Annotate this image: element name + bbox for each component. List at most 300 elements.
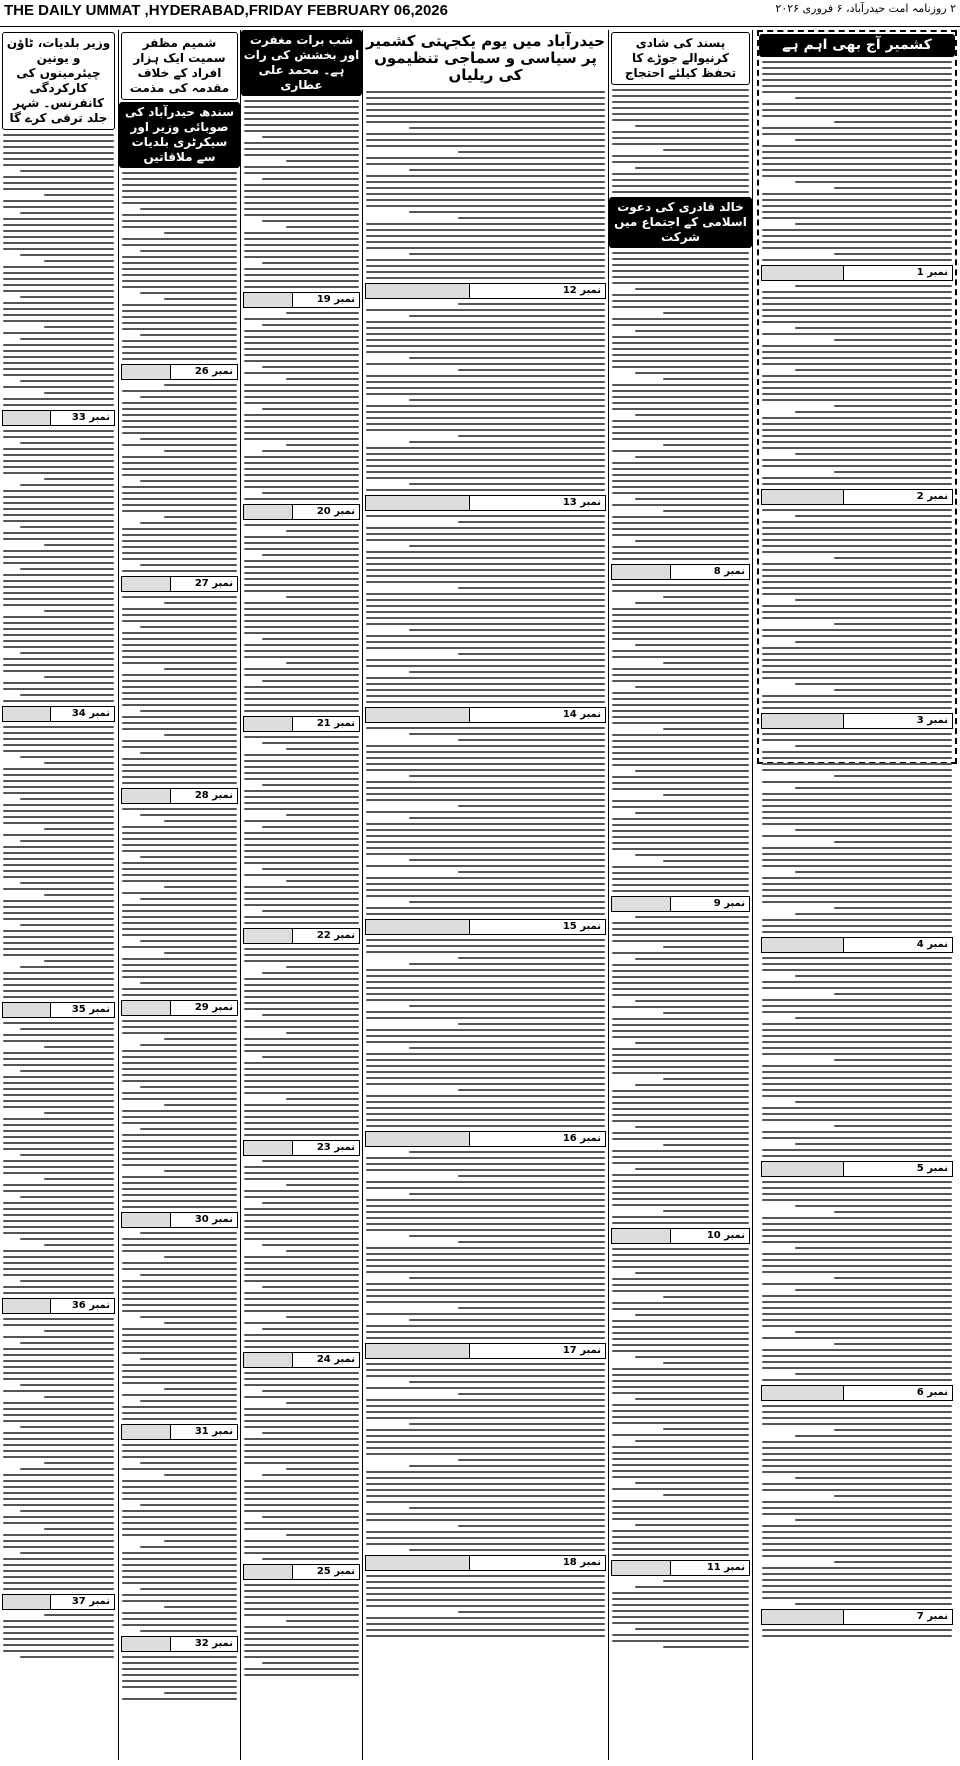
text-line (409, 441, 605, 443)
news-item-number-tag (611, 1560, 750, 1576)
text-line (366, 575, 605, 577)
text-line (3, 1366, 114, 1368)
text-line (286, 1250, 359, 1252)
text-line (3, 386, 114, 388)
text-line (762, 1585, 952, 1587)
text-line (762, 859, 952, 861)
text-line (762, 701, 952, 703)
text-line (44, 1528, 114, 1530)
text-line (122, 614, 237, 616)
text-line (762, 605, 952, 607)
text-line (244, 1602, 359, 1604)
news-item-number-tag (243, 1564, 360, 1580)
text-line (409, 859, 605, 861)
text-line (3, 562, 114, 564)
text-line (3, 942, 114, 944)
text-line (122, 328, 237, 330)
text-line (140, 1504, 237, 1506)
text-line (366, 277, 605, 279)
text-line (762, 145, 952, 147)
text-line (762, 593, 952, 595)
text-line (3, 930, 114, 932)
text-line (409, 817, 605, 819)
text-line (244, 808, 359, 810)
text-line (762, 757, 952, 759)
text-line (244, 862, 359, 864)
text-line (122, 758, 237, 760)
text-line (20, 442, 114, 444)
text-line (20, 756, 114, 758)
text-line (262, 324, 359, 326)
text-line (834, 339, 952, 341)
text-line (122, 1570, 237, 1572)
text-line (140, 1044, 237, 1046)
news-item-label (122, 789, 170, 803)
text-line (366, 1035, 605, 1037)
column-1 (752, 30, 960, 1760)
text-line (244, 960, 359, 962)
text-line (262, 366, 359, 368)
text-line (3, 146, 114, 148)
text-line (244, 402, 359, 404)
text-line (612, 830, 749, 832)
text-line (762, 805, 952, 807)
text-line (122, 782, 237, 784)
text-line (3, 664, 114, 666)
text-line (795, 1289, 952, 1291)
text-line (244, 674, 359, 676)
text-line (3, 996, 114, 998)
text-line (762, 1023, 952, 1025)
text-line (762, 175, 952, 177)
text-line (762, 1531, 952, 1533)
text-line (140, 1400, 237, 1402)
text-line (286, 814, 359, 816)
news-item-number: نمبر 2 (843, 490, 952, 504)
text-line (762, 291, 952, 293)
news-item-number: نمبر 15 (469, 920, 605, 934)
text-line (612, 824, 749, 826)
text-line (3, 1546, 114, 1548)
text-line (409, 211, 605, 213)
text-line (612, 1102, 749, 1104)
text-line (366, 1483, 605, 1485)
text-line (663, 1428, 749, 1430)
text-line (286, 880, 359, 882)
text-line (366, 1405, 605, 1407)
text-line (3, 1414, 114, 1416)
text-line (122, 402, 237, 404)
text-line (244, 1498, 359, 1500)
text-line (366, 1259, 605, 1261)
text-line (140, 1630, 237, 1632)
text-line (122, 1480, 237, 1482)
text-line (3, 580, 114, 582)
text-line (612, 282, 749, 284)
text-line (140, 208, 237, 210)
text-line (612, 1616, 749, 1618)
text-line (3, 1202, 114, 1204)
text-line (122, 1292, 237, 1294)
text-line (762, 303, 952, 305)
text-line (635, 812, 749, 814)
text-line (3, 1274, 114, 1276)
text-line (612, 1368, 749, 1370)
text-line (612, 928, 749, 930)
text-line (762, 751, 952, 753)
column-2 (608, 30, 752, 1760)
text-line (3, 1040, 114, 1042)
text-line (122, 1298, 237, 1300)
text-line (795, 683, 952, 685)
article-text (119, 172, 240, 1700)
text-line (612, 438, 749, 440)
text-line (3, 176, 114, 178)
text-line (122, 1406, 237, 1408)
text-line (366, 405, 605, 407)
text-line (3, 990, 114, 992)
text-line (20, 212, 114, 214)
text-line (122, 716, 237, 718)
text-line (244, 838, 359, 840)
text-line (164, 384, 237, 386)
text-line (244, 760, 359, 762)
text-line (366, 883, 605, 885)
news-item-number: نمبر 12 (469, 284, 605, 298)
text-line (140, 480, 237, 482)
text-line (762, 533, 952, 535)
text-line (762, 1417, 952, 1419)
text-line (612, 1512, 749, 1514)
text-line (3, 670, 114, 672)
news-item-label (762, 1386, 843, 1400)
text-line (762, 1199, 952, 1201)
text-line (366, 1617, 605, 1619)
text-line (762, 659, 952, 661)
text-line (3, 1082, 114, 1084)
text-line (122, 764, 237, 766)
text-line (262, 492, 359, 494)
text-line (3, 520, 114, 522)
text-line (3, 308, 114, 310)
text-line (834, 841, 952, 843)
text-line (244, 468, 359, 470)
text-line (3, 700, 114, 702)
text-line (244, 486, 359, 488)
text-line (458, 435, 605, 437)
text-line (122, 964, 237, 966)
text-line (762, 575, 952, 577)
text-line (795, 1435, 952, 1437)
text-line (795, 1477, 952, 1479)
text-line (122, 408, 237, 410)
text-line (244, 1310, 359, 1312)
text-line (122, 414, 237, 416)
text-line (3, 448, 114, 450)
text-line (44, 1112, 114, 1114)
text-line (3, 356, 114, 358)
text-line (762, 1405, 952, 1407)
text-line (262, 910, 359, 912)
text-line (122, 632, 237, 634)
text-line (122, 1600, 237, 1602)
text-line (122, 1250, 237, 1252)
text-line (244, 1438, 359, 1440)
text-line (3, 320, 114, 322)
text-line (244, 1002, 359, 1004)
text-line (663, 1494, 749, 1496)
text-line (762, 357, 952, 359)
text-line (366, 641, 605, 643)
text-line (366, 769, 605, 771)
text-line (762, 229, 952, 231)
text-line (122, 1528, 237, 1530)
text-line (762, 1567, 952, 1569)
text-line (366, 133, 605, 135)
text-line (3, 786, 114, 788)
text-line (612, 608, 749, 610)
text-line (244, 656, 359, 658)
text-line (262, 1286, 359, 1288)
text-line (140, 522, 237, 524)
text-line (3, 272, 114, 274)
text-line (612, 1404, 749, 1406)
text-line (122, 1370, 237, 1372)
text-line (612, 426, 749, 428)
headline-kashmir-rallies: حیدرآباد میں یوم یکجہتی کشمیر پر سیاسی و سماجی تنظیموں کی ریلیاں (366, 32, 605, 84)
text-line (244, 256, 359, 258)
text-line (122, 172, 237, 174)
text-line (122, 474, 237, 476)
text-line (762, 157, 952, 159)
text-line (122, 1552, 237, 1554)
news-item-number-tag (365, 1555, 606, 1571)
text-line (366, 841, 605, 843)
text-line (244, 480, 359, 482)
text-line (366, 1531, 605, 1533)
text-line (122, 178, 237, 180)
text-line (762, 889, 952, 891)
text-line (244, 426, 359, 428)
headline-kashmir: کشمیر آج بھی اہم ہے (759, 34, 955, 57)
text-line (762, 241, 952, 243)
text-line (262, 826, 359, 828)
text-line (244, 632, 359, 634)
text-line (20, 1656, 114, 1658)
text-line (762, 763, 952, 765)
text-line (244, 498, 359, 500)
text-line (244, 650, 359, 652)
text-line (286, 1032, 359, 1034)
text-line (612, 179, 749, 181)
text-line (366, 1199, 605, 1201)
text-line (635, 1628, 749, 1630)
text-line (762, 853, 952, 855)
news-item-label (244, 717, 292, 731)
text-line (458, 1611, 605, 1613)
text-line (795, 369, 952, 371)
text-line (140, 292, 237, 294)
article-text (0, 134, 117, 1658)
text-line (244, 1378, 359, 1380)
text-line (366, 1453, 605, 1455)
text-line (795, 223, 952, 225)
text-line (612, 1350, 749, 1352)
text-line (366, 683, 605, 685)
text-line (244, 318, 359, 320)
text-line (3, 864, 114, 866)
text-line (3, 1456, 114, 1458)
text-line (44, 544, 114, 546)
news-item-label (3, 1299, 50, 1313)
text-line (122, 274, 237, 276)
text-line (612, 698, 749, 700)
text-line (164, 734, 237, 736)
text-line (244, 1178, 359, 1180)
text-line (762, 1367, 952, 1369)
text-line (762, 399, 952, 401)
text-line (122, 1032, 237, 1034)
text-line (458, 957, 605, 959)
text-line (762, 1107, 952, 1109)
text-line (122, 892, 237, 894)
text-line (286, 1534, 359, 1536)
text-line (286, 1184, 359, 1186)
text-line (366, 1411, 605, 1413)
text-line (244, 916, 359, 918)
text-line (244, 1226, 359, 1228)
text-line (366, 847, 605, 849)
text-line (795, 139, 952, 141)
text-line (834, 121, 952, 123)
text-line (3, 1408, 114, 1410)
text-line (122, 1612, 237, 1614)
text-line (286, 1098, 359, 1100)
text-line (3, 682, 114, 684)
text-line (366, 787, 605, 789)
text-line (3, 598, 114, 600)
news-item-number-tag (761, 265, 953, 281)
text-line (3, 1486, 114, 1488)
text-line (366, 1017, 605, 1019)
text-line (762, 1453, 952, 1455)
text-line (122, 746, 237, 748)
text-line (762, 85, 952, 87)
text-line (762, 423, 952, 425)
text-line (286, 1620, 359, 1622)
text-line (612, 191, 749, 193)
text-line (762, 79, 952, 81)
news-item-number-tag (365, 707, 606, 723)
text-line (244, 754, 359, 756)
text-line (20, 966, 114, 968)
text-line (612, 1048, 749, 1050)
text-line (458, 1023, 605, 1025)
text-line (3, 1190, 114, 1192)
text-line (612, 1018, 749, 1020)
text-line (762, 417, 952, 419)
text-line (122, 904, 237, 906)
text-line (20, 1552, 114, 1554)
text-line (762, 1131, 952, 1133)
text-line (122, 1026, 237, 1028)
text-line (762, 617, 952, 619)
text-line (762, 91, 952, 93)
news-item-number: نمبر 35 (50, 1003, 114, 1017)
text-line (122, 286, 237, 288)
text-line (612, 1114, 749, 1116)
text-line (122, 570, 237, 572)
text-line (244, 1590, 359, 1592)
text-line (122, 596, 237, 598)
news-item-label (244, 293, 292, 307)
text-line (762, 1095, 952, 1097)
text-line (122, 1624, 237, 1626)
text-line (244, 1280, 359, 1282)
text-line (366, 333, 605, 335)
text-line (834, 1059, 952, 1061)
text-line (612, 1060, 749, 1062)
text-line (44, 194, 114, 196)
text-line (366, 423, 605, 425)
text-line (612, 1536, 749, 1538)
text-line (244, 1414, 359, 1416)
text-line (612, 89, 749, 91)
text-line (612, 480, 749, 482)
text-line (834, 557, 952, 559)
headline-sindh-meetings: سندھ حیدرآباد کی صوبائی وزیر اور سیکرٹری بلدیات سے ملاقاتیں (119, 102, 240, 168)
text-line (122, 922, 237, 924)
news-item-number-tag (121, 1000, 238, 1016)
headline-shab-e-barat: شب برات مغفرت اور بخشش کی رات ہے۔ محمد علی عطاری (241, 30, 362, 96)
text-line (244, 1304, 359, 1306)
text-line (3, 1160, 114, 1162)
text-line (762, 465, 952, 467)
text-line (635, 288, 749, 290)
text-line (140, 1086, 237, 1088)
text-line (366, 793, 605, 795)
text-line (3, 344, 114, 346)
text-line (262, 638, 359, 640)
text-line (366, 1581, 605, 1583)
text-line (140, 1316, 237, 1318)
text-line (3, 1250, 114, 1252)
text-line (3, 538, 114, 540)
text-line (663, 312, 749, 314)
text-line (366, 1289, 605, 1291)
text-line (612, 1222, 749, 1224)
text-line (286, 596, 359, 598)
text-line (612, 1598, 749, 1600)
text-line (122, 692, 237, 694)
text-line (762, 563, 952, 565)
text-line (762, 581, 952, 583)
text-line (44, 392, 114, 394)
text-line (122, 1558, 237, 1560)
text-line (244, 1608, 359, 1610)
text-line (762, 109, 952, 111)
text-line (3, 1172, 114, 1174)
text-line (366, 695, 605, 697)
text-line (762, 545, 952, 547)
text-line (635, 1084, 749, 1086)
text-line (612, 710, 749, 712)
text-line (164, 820, 237, 822)
text-line (3, 206, 114, 208)
news-item-number-tag (243, 1352, 360, 1368)
text-line (122, 656, 237, 658)
text-line (409, 629, 605, 631)
